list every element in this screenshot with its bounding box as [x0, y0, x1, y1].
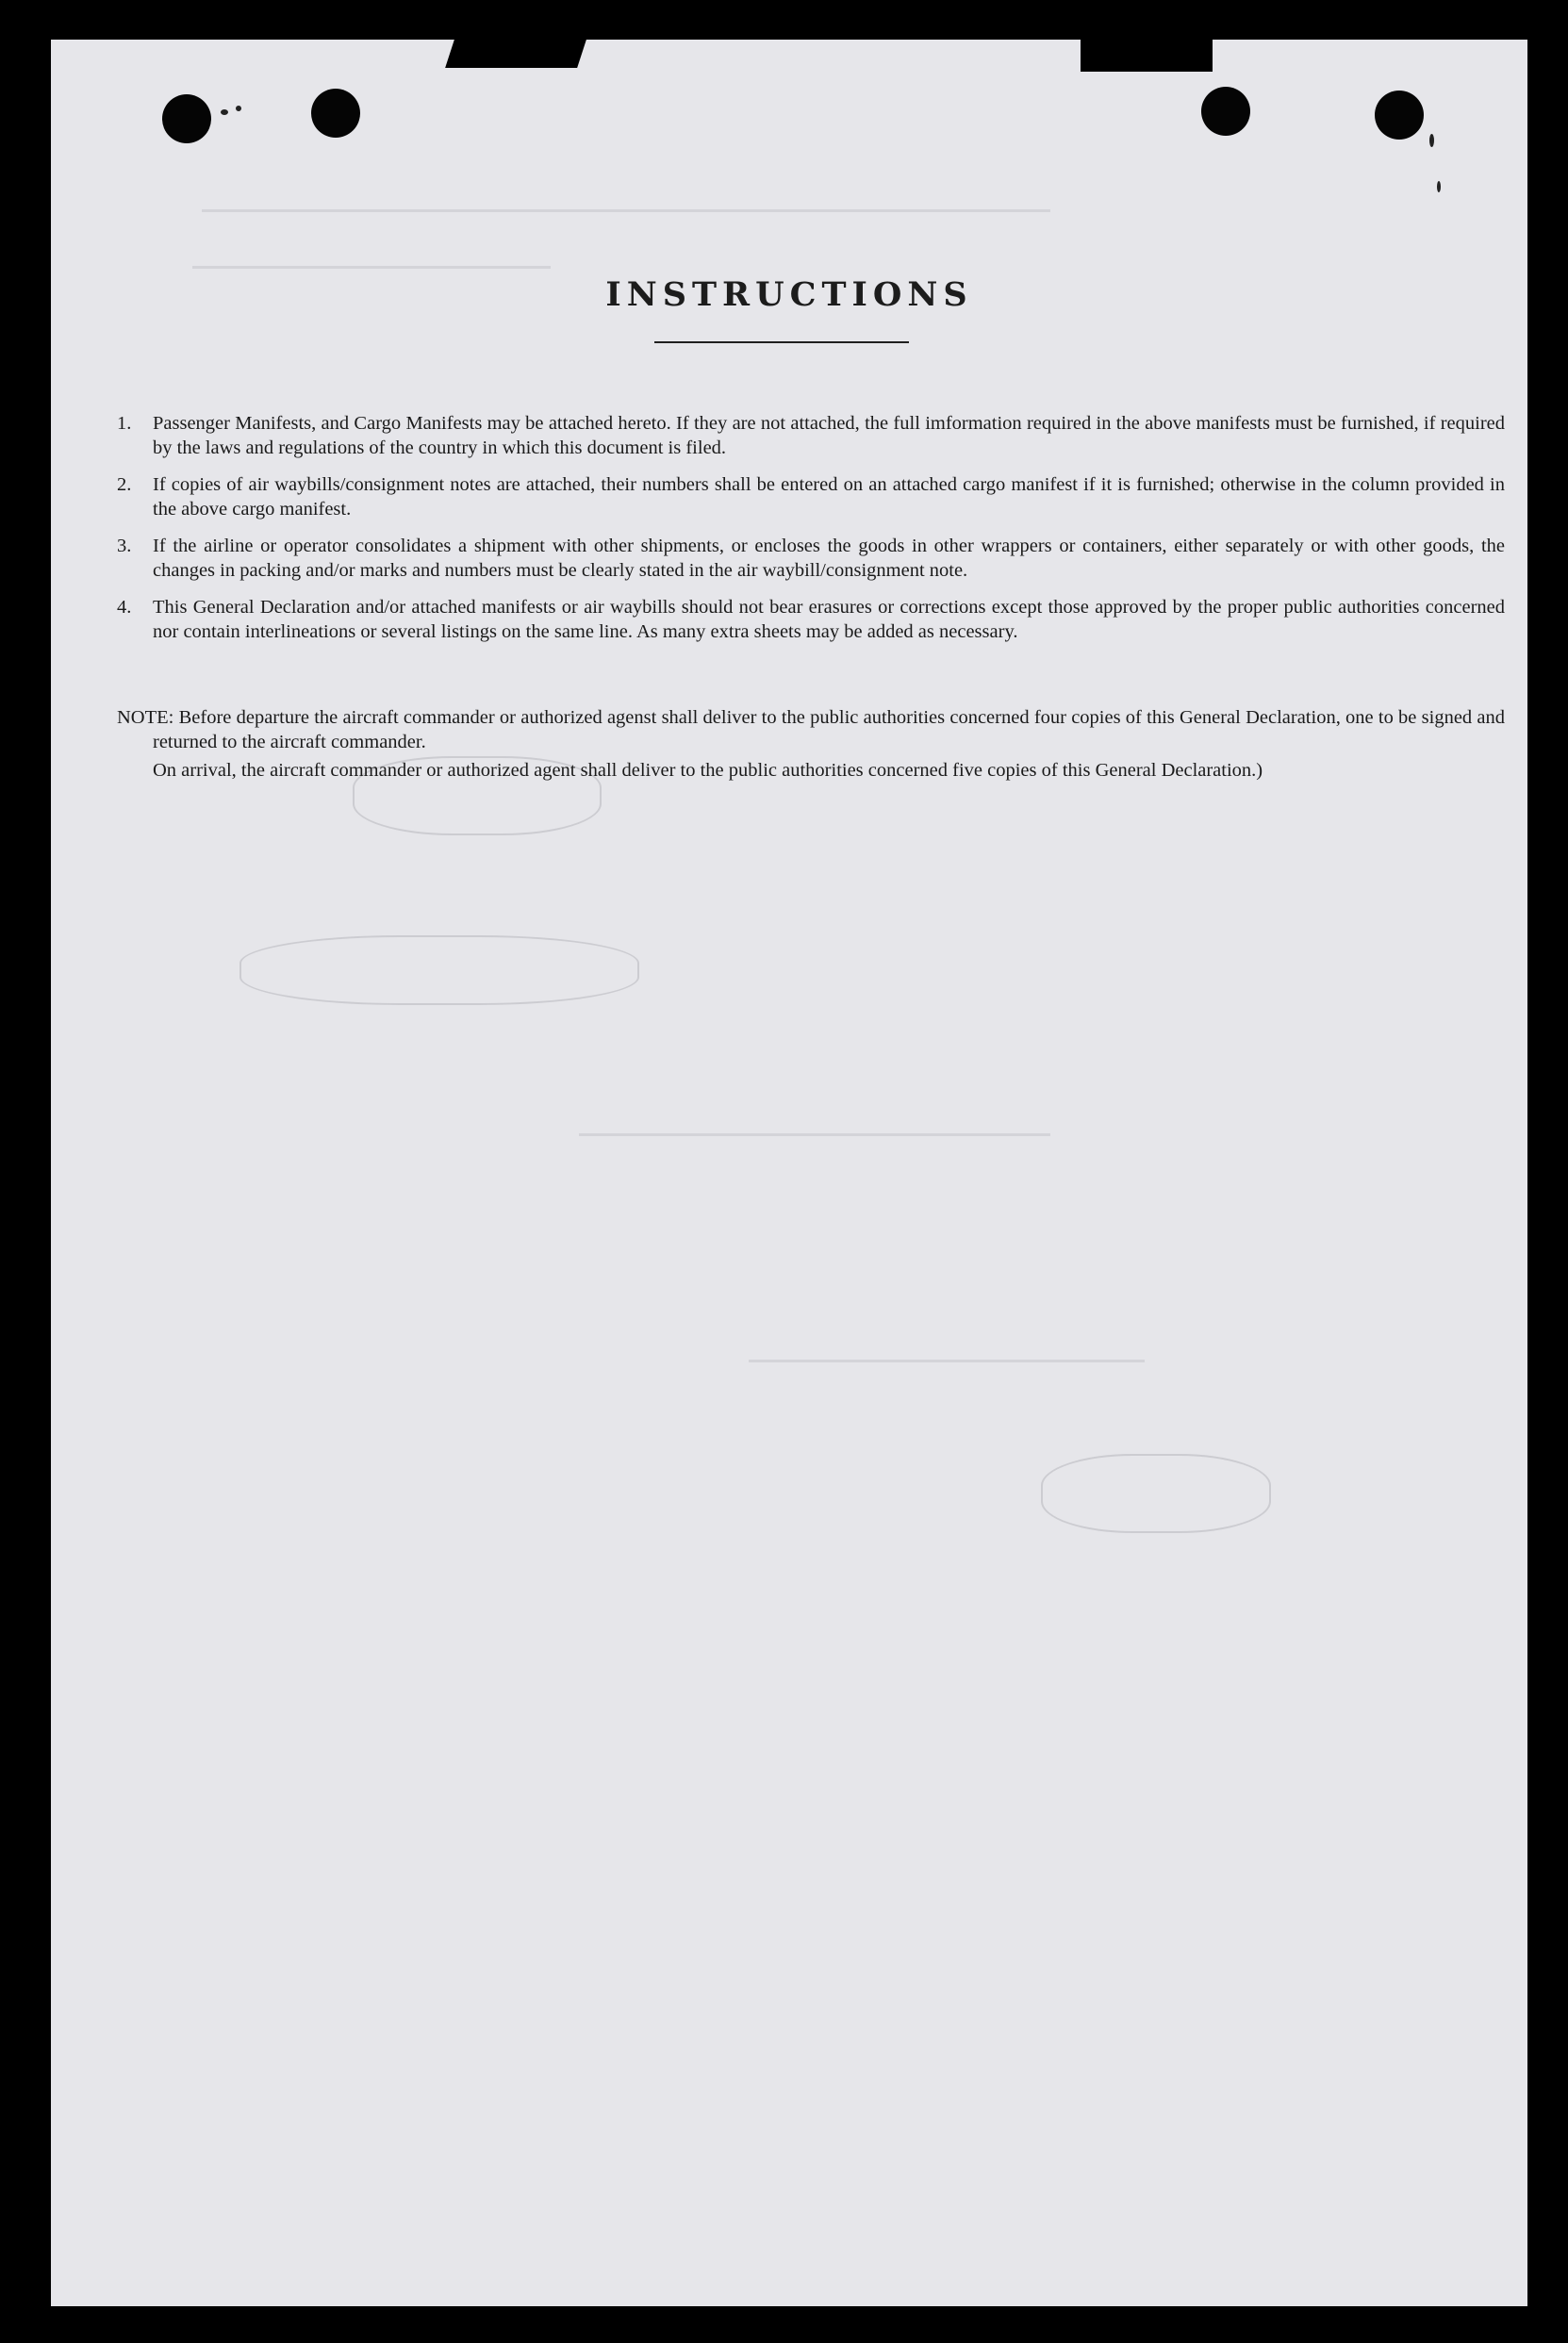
punch-hole	[1201, 87, 1250, 136]
instruction-item	[117, 411, 1505, 460]
punch-hole	[1375, 91, 1424, 140]
page-title: INSTRUCTIONS	[605, 275, 973, 314]
bleed-through-mark	[202, 209, 1050, 240]
ink-speck	[1437, 181, 1441, 192]
bleed-through-mark	[749, 1360, 1145, 1381]
item-text: If copies of air waybills/consignment notes are attached, their numbers shall be entered on an attached cargo manifest if it is furnished; otherwise in the column provided in the above cargo manifest.	[153, 474, 1505, 520]
instruction-item	[117, 534, 1505, 583]
punch-hole	[162, 94, 211, 143]
pencil-mark	[239, 935, 639, 1005]
note-section	[117, 696, 1505, 783]
note-label: NOTE:	[117, 707, 174, 728]
bleed-through-mark	[579, 1133, 1050, 1155]
instruction-item	[117, 595, 1505, 644]
instructions-list	[117, 411, 1505, 656]
item-number: 4.	[117, 597, 132, 618]
item-number: 2.	[117, 474, 132, 495]
top-edge-tear	[1081, 40, 1213, 72]
note-departure	[117, 705, 1505, 754]
pencil-mark	[1041, 1454, 1271, 1533]
item-text: If the airline or operator consolidates a shipment with other shipments, or encloses the goods in other wrappers or containers, either separately or with other goods, the changes in packing and/or marks and numbers must be clearly stated in the air waybill/consignment note.	[153, 536, 1505, 581]
note-block	[117, 705, 1505, 783]
punch-hole	[311, 89, 360, 138]
paper-sheet	[51, 40, 1527, 2306]
note-arrival: On arrival, the aircraft commander or authorized agent shall deliver to the public authorities concerned five copies of this General Declaration.)	[153, 760, 1263, 781]
note-departure-text: Before departure the aircraft commander or authorized agenst shall deliver to the public authorities concerned four copies of this General Declaration, one to be signed and returned to the aircraft commander.	[153, 707, 1505, 752]
item-number: 1.	[117, 413, 132, 434]
ink-speck	[221, 109, 228, 115]
ink-speck	[236, 106, 241, 111]
instruction-item	[117, 472, 1505, 521]
ink-speck	[1429, 134, 1434, 147]
item-number: 3.	[117, 536, 132, 556]
item-text: Passenger Manifests, and Cargo Manifests may be attached hereto. If they are not attached, the full imformation required in the above manifests must be furnished, if required by the laws and regulations of the country in which this document is filed.	[153, 413, 1505, 458]
title-underline	[654, 341, 909, 343]
top-edge-tear	[445, 40, 586, 68]
item-text: This General Declaration and/or attached manifests or air waybills should not bear erasures or corrections except those approved by the proper public authorities concerned nor contain interlineations or several listings on the same line. As many extra sheets may be added as necessary.	[153, 597, 1505, 642]
